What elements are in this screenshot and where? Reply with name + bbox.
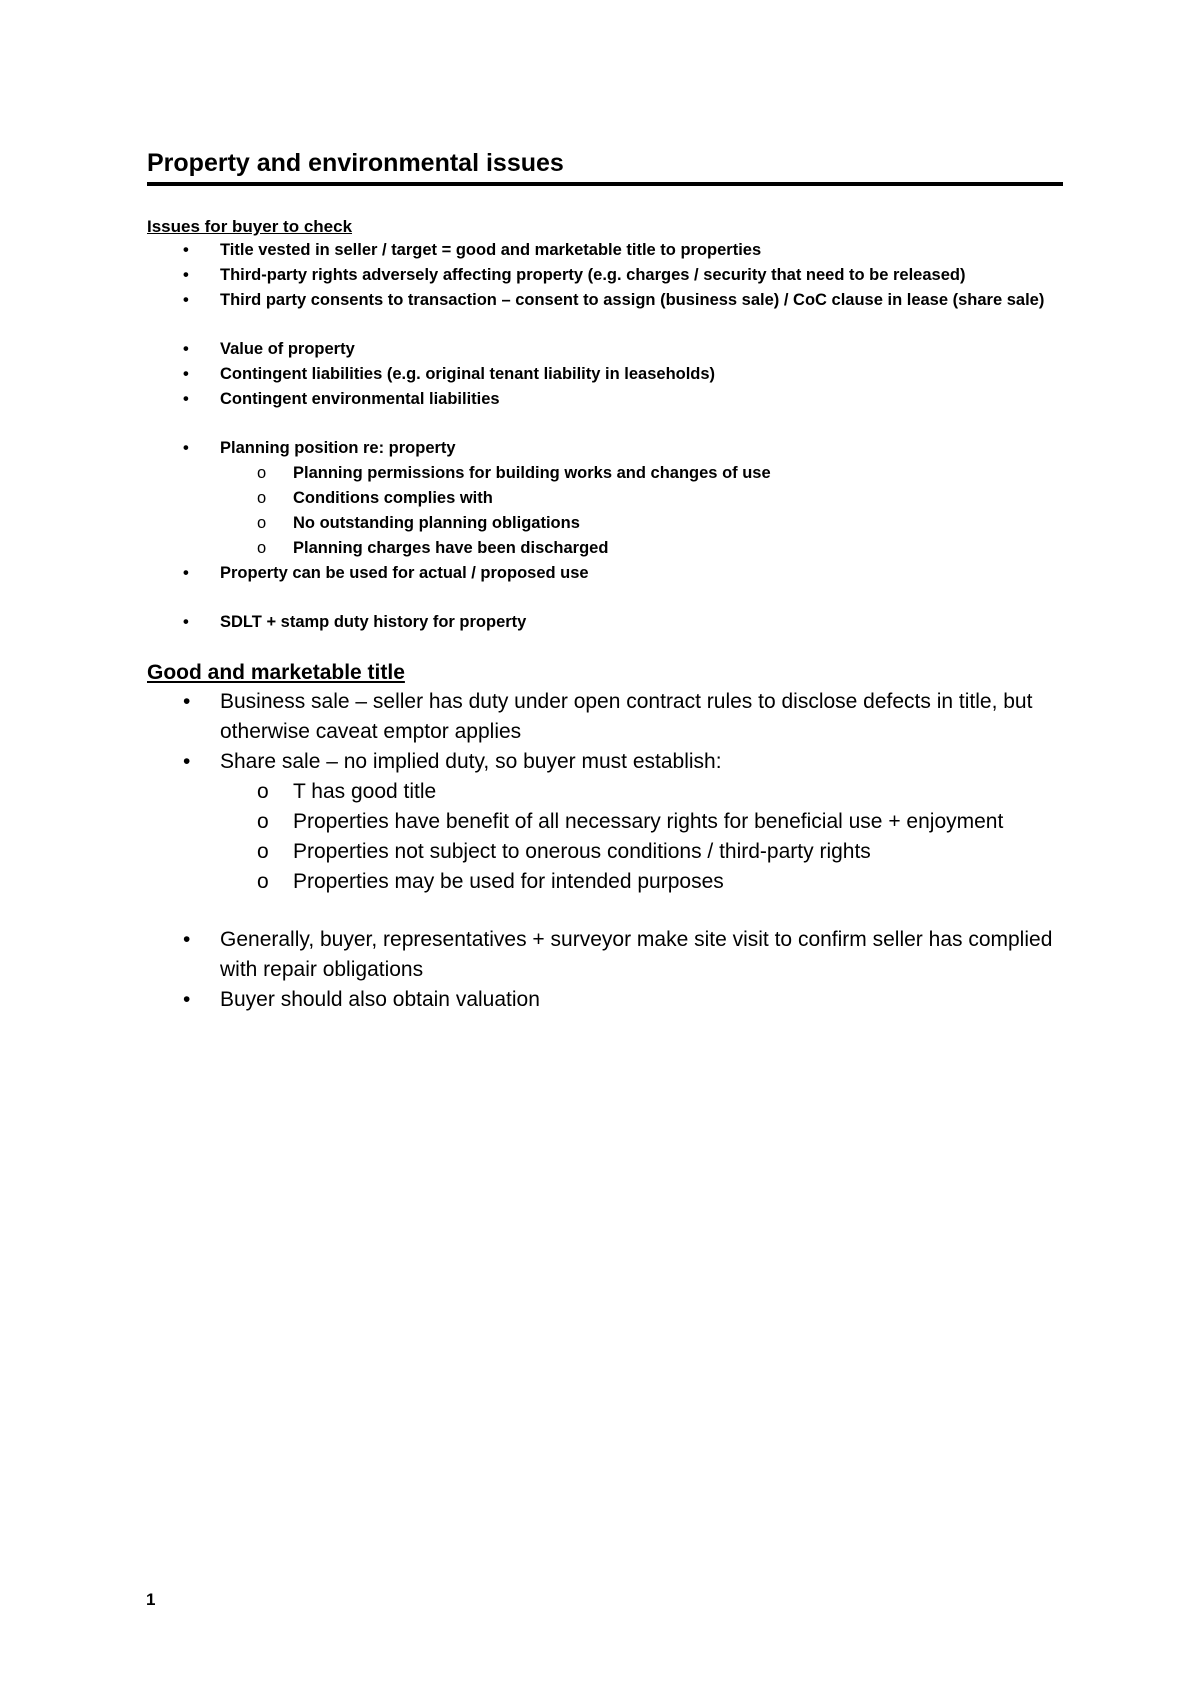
sub-bullet-icon: o: [257, 810, 269, 833]
sub-list-item: [147, 777, 1063, 807]
sub-list-item: [147, 461, 1063, 486]
bullet-icon: •: [183, 340, 189, 358]
sub-list-item: [147, 867, 1063, 897]
list-item: [147, 747, 1063, 777]
section-heading-issues: Issues for buyer to check: [147, 217, 353, 236]
list-item: [147, 263, 1063, 288]
list-item: [147, 436, 1063, 461]
sub-bullet-icon: o: [257, 840, 269, 863]
good-title-list-group-1: [147, 687, 1063, 897]
list-item-text: Contingent liabilities (e.g. original tenant liability in leaseholds): [220, 365, 716, 383]
sub-list-item: [147, 511, 1063, 536]
list-item-text: Buyer should also obtain valuation: [220, 988, 540, 1011]
sub-list-item: [147, 486, 1063, 511]
bullet-icon: •: [183, 241, 189, 259]
list-item-text: Value of property: [220, 340, 355, 358]
list-item: [147, 238, 1063, 263]
bullet-icon: •: [183, 750, 191, 773]
sub-list-item-text: Conditions complies with: [293, 489, 493, 507]
sub-list-item: [147, 536, 1063, 561]
section-heading-good-title: Good and marketable title: [147, 661, 405, 684]
bullet-icon: •: [183, 690, 191, 713]
issues-list-group-3: [147, 436, 1063, 586]
sub-bullet-icon: o: [257, 539, 267, 557]
list-item: [147, 387, 1063, 412]
list-item-text: Planning position re: property: [220, 439, 456, 457]
bullet-icon: •: [183, 613, 189, 631]
list-item: [147, 925, 1063, 985]
issues-list-group-2: [147, 337, 1063, 412]
list-item: [147, 687, 1063, 747]
bullet-icon: •: [183, 266, 189, 284]
bullet-icon: •: [183, 390, 189, 408]
sub-list-item-text: Planning permissions for building works and changes of use: [293, 464, 771, 482]
list-item-text: Generally, buyer, representatives + surveyor make site visit to confirm seller has complied with repair obligations: [220, 928, 1053, 981]
sub-list-item: [147, 837, 1063, 867]
sub-list-item-text: Properties have benefit of all necessary rights for beneficial use + enjoyment: [293, 810, 1004, 833]
sub-list-item-text: T has good title: [293, 780, 437, 803]
sub-list-item-text: Planning charges have been discharged: [293, 539, 609, 557]
bullet-icon: •: [183, 365, 189, 383]
list-item-text: SDLT + stamp duty history for property: [220, 613, 527, 631]
sub-bullet-icon: o: [257, 489, 267, 507]
good-title-list-group-2: [147, 925, 1063, 1015]
sub-bullet-icon: o: [257, 870, 269, 893]
sub-bullet-icon: o: [257, 464, 267, 482]
sub-list-item: [147, 807, 1063, 837]
sub-list-item-text: No outstanding planning obligations: [293, 514, 580, 532]
page-number: 1: [146, 1590, 156, 1609]
list-item-text: Contingent environmental liabilities: [220, 390, 500, 408]
document-content: [147, 146, 1063, 1015]
list-item: [147, 610, 1063, 635]
sub-bullet-icon: o: [257, 514, 267, 532]
page-title: Property and environmental issues: [147, 146, 1063, 186]
bullet-icon: •: [183, 564, 189, 582]
sub-list-item-text: Properties not subject to onerous conditions / third-party rights: [293, 840, 871, 863]
issues-list-group-4: [147, 610, 1063, 635]
bullet-icon: •: [183, 439, 189, 457]
list-item: [147, 561, 1063, 586]
sub-list-item-text: Properties may be used for intended purposes: [293, 870, 724, 893]
list-item-text: Business sale – seller has duty under open contract rules to disclose defects in title, but otherwise caveat emptor applies: [220, 690, 1033, 743]
list-item-text: Property can be used for actual / proposed use: [220, 564, 589, 582]
sub-bullet-icon: o: [257, 780, 269, 803]
list-item-text: Title vested in seller / target = good and marketable title to properties: [220, 241, 762, 259]
list-item: [147, 362, 1063, 387]
bullet-icon: •: [183, 291, 189, 309]
list-item: [147, 288, 1063, 313]
list-item: [147, 337, 1063, 362]
issues-list-group-1: [147, 238, 1063, 313]
list-item-text: Third-party rights adversely affecting property (e.g. charges / security that need to be released): [220, 266, 966, 284]
list-item: [147, 985, 1063, 1015]
bullet-icon: •: [183, 988, 191, 1011]
list-item-text: Share sale – no implied duty, so buyer must establish:: [220, 750, 722, 773]
list-item-text: Third party consents to transaction – consent to assign (business sale) / CoC clause in lease (share sale): [220, 291, 1045, 309]
bullet-icon: •: [183, 928, 191, 951]
